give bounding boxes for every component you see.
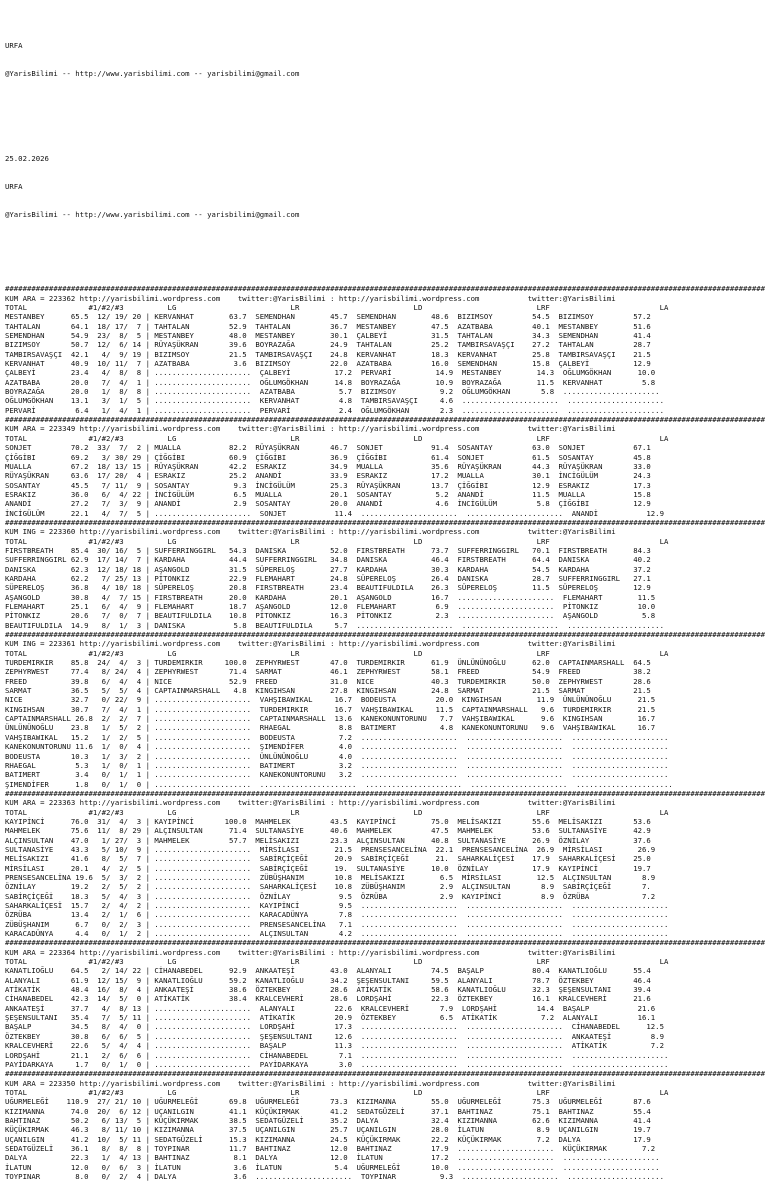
section-divider: ############################################################################################################################################################################# xyxy=(5,938,765,948)
table-row: SARMAT 36.5 5/ 5/ 4 | CAPTAINMARSHALL 4.8 KINGIHSAN 27.8 KINGIHSAN 24.8 SARMAT 21.5 SARMAT 21.5 xyxy=(5,686,651,696)
table-row: TOYPINAR 8.0 0/ 2/ 4 | DALYA 3.6 ...................... TOYPINAR 9.3 ...................... ...................... xyxy=(5,1171,664,1181)
table-row: PAYİDARKAYA 1.7 0/ 1/ 0 | ...................... PAYİDARKAYA 3.0 ...................... ...................... ...................... xyxy=(5,1059,669,1069)
race-section xyxy=(5,415,765,518)
race-section xyxy=(5,788,765,939)
section-divider: ############################################################################################################################################################################# xyxy=(5,788,765,798)
table-row: ŞIMENDİFER 1.8 0/ 1/ 0 | ...................... ...................... ...................... ...................... ...................... xyxy=(5,779,673,789)
header-line: @YarisBilimi -- http://www.yarisbilimi.com -- yarisbilimi@gmail.com xyxy=(5,69,300,79)
table-row: SÜPERELOŞ 36.8 4/ 10/ 18 | SÜPERELOŞ 20.8 FIRSTBREATH 23.4 BEAUTIFULDILA 26.3 SÜPERELOŞ 11.5 SÜPERELOŞ 12.9 xyxy=(5,583,651,593)
table-row: PİTONKIZ 20.6 7/ 0/ 7 | BEAUTIFULDILA 10.8 PİTONKIZ 16.3 PİTONKIZ 2.3 ...................... AŞANGOLD 5.8 xyxy=(5,611,656,621)
table-row: UÇANILGIN 41.2 10/ 5/ 11 | SEDATGÜZELİ 15.3 KIZIMANNA 24.5 KÜÇÜKIRMAK 22.2 KÜÇÜKIRMAK 7.2 DALYA 17.9 xyxy=(5,1134,651,1144)
table-row: BOYRAZAĞA 20.0 1/ 8/ 8 | ...................... AZATBABA 5.7 BIZIMSOY 9.2 OĞLUMGÖKHAN 5.8 ...................... xyxy=(5,387,660,397)
table-row: VAHŞIBAWIKAL 15.2 1/ 2/ 5 | ...................... BODEUSTA 7.2 ...................... ...................... ...................... xyxy=(5,732,669,742)
race-title: KUM ARA = 223363 http://yarisbilimi.wordpress.com twitter:@YarisBilimi : http://yarisbilimi.wordpress.com twitter:@YarisBilimi xyxy=(5,798,616,808)
table-row: ANANDİ 27.2 7/ 3/ 9 | ANANDİ 2.9 SOSANTAY 20.0 ANANDİ 4.6 İNCİGÜLÜM 5.8 ÇİĞGİBI 12.9 xyxy=(5,499,651,509)
table-row: UĞURMELEĞİ 110.9 27/ 21/ 10 | UĞURMELEĞİ 69.8 UĞURMELEĞİ 73.3 KIZIMANNA 55.0 UĞURMELEĞİ 75.3 UĞURMELEĞİ 87.6 xyxy=(5,1097,651,1107)
table-row: BAHTINAZ 50.2 6/ 13/ 5 | KÜÇÜKIRMAK 38.5 SEDATGÜZELİ 35.2 DALYA 32.4 KIZIMANNA 62.6 KIZIMANNA 41.4 xyxy=(5,1115,651,1125)
table-row: KERVANHAT 40.9 10/ 11/ 7 | AZATBABA 3.6 BIZIMSOY 22.0 AZATBABA 16.0 SEMENDHAN 15.8 ÇALBEYİ 12.9 xyxy=(5,359,651,369)
section-divider: ############################################################################################################################################################################# xyxy=(5,284,765,294)
table-row: ÖZRÜBA 13.4 2/ 1/ 6 | ...................... KARACADÜNYA 7.8 ...................... ...................... ...................... xyxy=(5,910,669,920)
race-section xyxy=(5,284,765,415)
table-row: KANEKONUNTORUNU 11.6 1/ 0/ 4 | ...................... ŞIMENDİFER 4.0 ...................... ...................... ...................... xyxy=(5,742,669,752)
race-title: KUM ING = 223361 http://yarisbilimi.wordpress.com twitter:@YarisBilimi : http://yarisbilimi.wordpress.com twitter:@YarisBilimi xyxy=(5,639,616,649)
header-line: 25.02.2026 xyxy=(5,153,49,163)
table-row: ÖZTEKBEY 30.8 6/ 6/ 5 | ...................... ŞEŞENSULTANI 12.6 ...................... ...................... ANKAATEŞİ 8.9 xyxy=(5,1031,664,1041)
table-row: ÖZNİLAY 19.2 2/ 5/ 2 | ...................... SAHARKALİÇESİ 10.8 ZÜBÜŞHANIM 2.9 ALÇINSULTAN 8.9 SABİRÇİÇEĞİ 7. xyxy=(5,882,651,892)
table-row: RÜYAŞÜKRAN 63.6 17/ 20/ 4 | ESRAKIZ 25.2 ANANDİ 33.9 ESRAKIZ 17.2 MUALLA 30.1 İNCİGÜLÜM 24.3 xyxy=(5,471,651,481)
table-row: AZATBABA 20.0 7/ 4/ 1 | ...................... OĞLUMGÖKHAN 14.8 BOYRAZAĞA 10.9 BOYRAZAĞA 11.5 KERVANHAT 5.8 xyxy=(5,377,656,387)
table-row: KARDAHA 62.2 7/ 25/ 13 | PİTONKIZ 22.9 FLEMAHART 24.8 SÜPERELOŞ 26.4 DANISKA 28.7 SUFFERRINGGIRL 27.1 xyxy=(5,573,651,583)
header-line xyxy=(5,97,749,106)
table-row: KRALCEVHERİ 22.6 5/ 4/ 4 | ...................... BAŞALP 11.3 ...................... ...................... ATİKATİK 7.2 xyxy=(5,1041,664,1051)
section-divider: ############################################################################################################################################################################# xyxy=(5,415,765,425)
table-row: CAPTAINMARSHALL 26.8 2/ 2/ 7 | ...................... CAPTAINMARSHALL 13.6 KANEKONUNTORUNU 7.7 VAHŞIBAWIKAL 9.6 KINGIHSAN 16.7 xyxy=(5,714,656,724)
section-divider: ############################################################################################################################################################################# xyxy=(5,630,765,640)
table-row: SOSANTAY 45.5 7/ 11/ 9 | SOSANTAY 9.3 İNCİGÜLÜM 25.3 RÜYAŞÜKRAN 13.7 ÇİĞGİBI 12.9 ESRAKIZ 17.3 xyxy=(5,480,651,490)
table-row: FIRSTBREATH 85.4 30/ 16/ 5 | SUFFERRINGGIRL 54.3 DANISKA 52.0 FIRSTBREATH 73.7 SUFFERRINGGIRL 70.1 FIRSTBREATH 84.3 xyxy=(5,545,651,555)
table-row: BODEUSTA 10.3 1/ 3/ 2 | ...................... ÜNLÜNÜNOĞLU 4.0 ...................... ...................... ...................... xyxy=(5,751,669,761)
table-row: KARACADÜNYA 4.4 0/ 1/ 2 | ...................... ALÇINSULTAN 4.2 ...................... ...................... ...................... xyxy=(5,929,669,939)
column-header: TOTAL #1/#2/#3 LG LR LD LRF LA xyxy=(5,957,669,967)
table-row: PRENSESANCELİNA 19.6 5/ 3/ 2 | ...................... ZÜBÜŞHANIM 10.8 MELİSAKIZI 6.5 MİRSİLASI 12.5 ALÇINSULTAN 8.9 xyxy=(5,872,656,882)
table-row: KÜÇÜKIRMAK 46.3 8/ 11/ 10 | KIZIMANNA 37.5 UÇANILGIN 25.7 UÇANILGIN 28.0 İLATUN 8.9 UÇANILGIN 19.7 xyxy=(5,1125,651,1135)
table-row: ÇALBEYİ 23.4 4/ 8/ 8 | ...................... ÇALBEYİ 17.2 PERVARİ 14.9 MESTANBEY 14.3 OĞLUMGÖKHAN 10.0 xyxy=(5,368,656,378)
table-row: SEMENDHAN 54.9 23/ 8/ 5 | MESTANBEY 48.0 MESTANBEY 30.1 ÇALBEYİ 31.5 TAHTALAN 34.3 SEMENDHAN 41.4 xyxy=(5,331,651,341)
table-row: DALYA 22.3 1/ 4/ 13 | BAHTINAZ 8.1 DALYA 12.0 İLATUN 17.2 ...................... ...................... xyxy=(5,1153,660,1163)
race-title: KUM ARA = 223364 http://yarisbilimi.wordpress.com twitter:@YarisBilimi : http://yarisbilimi.wordpress.com twitter:@YarisBilimi xyxy=(5,947,616,957)
table-row: İNCİGÜLÜM 22.1 4/ 7/ 5 | ...................... SONJET 11.4 ...................... ...................... ANANDİ 12.9 xyxy=(5,508,664,518)
race-section xyxy=(5,938,765,1069)
table-row: MESTANBEY 65.5 12/ 19/ 20 | KERVANHAT 63.7 SEMENDHAN 45.7 SEMENDHAN 48.6 BIZIMSOY 54.5 BIZIMSOY 57.2 xyxy=(5,312,651,322)
table-row: MELİSAKIZI 41.6 8/ 5/ 7 | ...................... SABİRÇİÇEĞİ 20.9 SABİRÇİÇEĞİ 21. SAHARKALİÇESİ 17.9 SAHARKALİÇESİ 25.0 xyxy=(5,854,651,864)
table-row: PERVARİ 6.4 1/ 4/ 1 | ...................... PERVARİ 2.4 OĞLUMGÖKHAN 2.3 ...................... ...................... xyxy=(5,405,664,415)
race-title: KUM ARA = 223350 http://yarisbilimi.wordpress.com twitter:@YarisBilimi : http://yarisbilimi.wordpress.com twitter:@YarisBilimi xyxy=(5,1078,616,1088)
table-row: ÇİĞGİBI 69.2 3/ 30/ 29 | ÇİĞGİBI 60.9 ÇİĞGİBI 36.9 ÇİĞGİBI 61.4 SONJET 61.5 SOSANTAY 45.8 xyxy=(5,452,651,462)
table-row: ŞEŞENSULTANI 35.4 7/ 5/ 11 | ...................... ATİKATİK 20.9 ÖZTEKBEY 6.5 ATİKATİK 7.2 ALANYALI 16.1 xyxy=(5,1013,656,1023)
column-header: TOTAL #1/#2/#3 LG LR LD LRF LA xyxy=(5,807,669,817)
table-row: RHAEGAL 5.3 1/ 0/ 1 | ...................... BATIMERT 3.2 ...................... ...................... ...................... xyxy=(5,760,669,770)
column-header: TOTAL #1/#2/#3 LG LR LD LRF LA xyxy=(5,303,669,312)
header-line: @YarisBilimi -- http://www.yarisbilimi.com -- yarisbilimi@gmail.com xyxy=(5,209,300,219)
table-row: ÜNLÜNÜNOĞLU 23.8 1/ 5/ 2 | ...................... RHAEGAL 8.8 BATIMERT 4.8 KANEKONUNTORUNU 9.6 VAHŞIBAWIKAL 16.7 xyxy=(5,723,656,733)
table-row: BEAUTIFULDILA 14.9 8/ 1/ 3 | DANISKA 5.8 BEAUTIFULDILA 5.7 ...................... ...................... ...................... xyxy=(5,620,664,630)
table-row: AŞANGOLD 30.8 4/ 7/ 15 | FIRSTBREATH 20.0 KARDAHA 20.1 AŞANGOLD 16.7 ...................... FLEMAHART 11.5 xyxy=(5,592,656,602)
table-row: DANISKA 62.3 12/ 18/ 18 | AŞANGOLD 31.5 SÜPERELOŞ 27.7 KARDAHA 30.3 KARDAHA 54.5 KARDAHA 37.2 xyxy=(5,564,651,574)
header-line xyxy=(5,125,749,134)
table-row: BAŞALP 34.5 8/ 4/ 0 | ...................... LORDŞAHİ 17.3 ...................... ...................... CİHANABEDEL 12.5 xyxy=(5,1022,664,1032)
table-row: ATİKATİK 48.4 16/ 8/ 4 | ANKAATEŞİ 38.6 ÖZTEKBEY 28.6 ATİKATİK 58.6 KANATLIOĞLU 32.3 ŞEŞENSULTANI 39.4 xyxy=(5,985,651,995)
table-row: ZÜBÜŞHANIM 6.7 0/ 2/ 3 | ...................... PRENSESANCELİNA 7.1 ...................... ...................... ...................... xyxy=(5,919,669,929)
table-row: ALANYALI 61.9 12/ 15/ 9 | KANATLIOĞLU 59.2 KANATLIOĞLU 34.2 ŞEŞENSULTANI 59.5 ALANYALI 78.7 ÖZTEKBEY 46.4 xyxy=(5,975,651,985)
table-row: TAHTALAN 64.1 18/ 17/ 7 | TAHTALAN 52.9 TAHTALAN 36.7 MESTANBEY 47.5 AZATBABA 40.1 MESTANBEY 51.6 xyxy=(5,321,651,331)
table-row: ANKAATEŞİ 37.7 4/ 8/ 13 | ...................... ALANYALI 22.6 KRALCEVHERİ 7.9 LORDŞAHİ 14.4 BAŞALP 21.6 xyxy=(5,1003,656,1013)
table-row: OĞLUMGÖKHAN 13.1 3/ 1/ 5 | ...................... KERVANHAT 4.8 TAMBIRSAVAŞÇI 4.6 ...................... ...................... xyxy=(5,396,664,406)
table-row: İLATUN 12.0 0/ 6/ 3 | İLATUN 3.6 İLATUN 5.4 UĞURMELEĞİ 10.0 ...................... ...................... xyxy=(5,1162,660,1172)
table-row: FLEMAHART 25.1 6/ 4/ 9 | FLEMAHART 18.7 AŞANGOLD 12.0 FLEMAHART 6.9 ...................... PİTONKIZ 10.0 xyxy=(5,602,656,611)
table-row: KANATLIOĞLU 64.5 2/ 14/ 22 | CİHANABEDEL 92.9 ANKAATEŞİ 43.0 ALANYALI 74.5 BAŞALP 80.4 KANATLIOĞLU 55.4 xyxy=(5,966,651,976)
table-row: FREED 39.8 6/ 4/ 4 | NICE 52.9 FREED 31.0 NICE 40.3 TURDEMIRKIR 50.0 ZEPHYRWEST 28.6 xyxy=(5,676,651,686)
table-row: NICE 32.7 0/ 22/ 9 | ...................... VAHŞIBAWIKAL 16.7 BODEUSTA 20.0 KINGIHSAN 11.9 ÜNLÜNÜNOĞLU 21.5 xyxy=(5,695,656,705)
table-row: CİHANABEDEL 42.3 14/ 5/ 0 | ATİKATİK 38.4 KRALCEVHERİ 28.6 LORDŞAHİ 22.3 ÖZTEKBEY 16.1 KRALCEVHERİ 21.6 xyxy=(5,994,651,1004)
race-sections xyxy=(5,284,765,1181)
header-line xyxy=(5,238,749,247)
table-row: MUALLA 67.2 18/ 13/ 15 | RÜYAŞÜKRAN 42.2 ESRAKIZ 34.9 MUALLA 35.6 RÜYAŞÜKRAN 44.3 RÜYAŞÜKRAN 33.0 xyxy=(5,461,651,471)
race-section xyxy=(5,1069,765,1181)
table-row: BATIMERT 3.4 0/ 1/ 1 | ...................... KANEKONUNTORUNU 3.2 ...................... ...................... ...................... xyxy=(5,770,669,780)
table-row: SULTANASİYE 43.3 5/ 10/ 9 | ...................... MİRSİLASI 21.5 PRENSESANCELİNA 22.1 PRENSESANCELİNA 26.9 MİRSİLASI 26.9 xyxy=(5,844,656,854)
table-row: SEDATGÜZELİ 36.1 8/ 8/ 8 | TOYPINAR 11.7 BAHTINAZ 12.0 BAHTINAZ 17.9 ...................... KÜÇÜKIRMAK 7.2 xyxy=(5,1143,656,1153)
table-row: TURDEMIRKIR 85.8 24/ 4/ 3 | TURDEMIRKIR 100.0 ZEPHYRWEST 47.0 TURDEMIRKIR 61.9 ÜNLÜNÜNOĞLU 62.0 CAPTAINMARSHALL 64.5 xyxy=(5,658,651,668)
table-row: SAHARKALİÇESİ 15.7 2/ 4/ 2 | ...................... KAYIPİNCİ 9.5 ...................... ...................... ...................... xyxy=(5,901,669,910)
table-row: ZEPHYRWEST 77.4 8/ 24/ 4 | ZEPHYRWEST 71.4 SARMAT 46.1 ZEPHYRWEST 58.1 FREED 54.9 FREED 38.2 xyxy=(5,667,651,677)
table-row: SABİRÇİÇEĞİ 18.3 5/ 4/ 3 | ...................... ÖZNİLAY 9.5 ÖZRÜBA 2.9 KAYIPİNCİ 8.9 ÖZRÜBA 7.2 xyxy=(5,891,656,901)
race-section xyxy=(5,630,765,789)
table-row: BIZIMSOY 50.7 12/ 6/ 14 | RÜYAŞÜKRAN 39.6 BOYRAZAĞA 24.9 TAHTALAN 25.2 TAMBIRSAVAŞÇI 27.2 TAHTALAN 28.7 xyxy=(5,340,651,350)
table-row: ESRAKIZ 36.0 6/ 4/ 22 | İNCİGÜLÜM 6.5 MUALLA 20.1 SOSANTAY 5.2 ANANDİ 11.5 MUALLA 15.8 xyxy=(5,489,651,499)
race-title: KUM ING = 223360 http://yarisbilimi.wordpress.com twitter:@YarisBilimi : http://yarisbilimi.wordpress.com twitter:@YarisBilimi xyxy=(5,527,616,537)
race-title: KUM ARA = 223362 http://yarisbilimi.wordpress.com twitter:@YarisBilimi : http://yarisbilimi.wordpress.com twitter:@YarisBilimi xyxy=(5,293,616,303)
table-row: SUFFERRINGGIRL 62.9 17/ 14/ 7 | KARDAHA 44.4 SUFFERRINGGIRL 34.8 DANISKA 46.4 FIRSTBREATH 64.4 DANISKA 40.2 xyxy=(5,555,651,565)
table-row: KIZIMANNA 74.0 20/ 6/ 12 | UÇANILGIN 41.1 KÜÇÜKIRMAK 41.2 SEDATGÜZELİ 37.1 BAHTINAZ 75.1 BAHTINAZ 55.4 xyxy=(5,1106,651,1116)
table-row: ALÇINSULTAN 47.0 1/ 27/ 3 | MAHMELEK 57.7 MELİSAKIZI 23.3 ALÇINSULTAN 40.8 SULTANASİYE 26.9 ÖZNİLAY 37.6 xyxy=(5,835,651,845)
header-line: URFA xyxy=(5,181,23,191)
table-row: KINGIHSAN 30.7 7/ 4/ 1 | ...................... TURDEMIRKIR 16.7 VAHŞIBAWIKAL 11.5 CAPTAINMARSHALL 9.6 TURDEMIRKIR 21.5 xyxy=(5,704,656,714)
section-divider: ############################################################################################################################################################################# xyxy=(5,1069,765,1079)
document-header xyxy=(5,23,749,266)
column-header: TOTAL #1/#2/#3 LG LR LD LRF LA xyxy=(5,1087,669,1097)
table-row: MAHMELEK 75.6 11/ 8/ 29 | ALÇINSULTAN 71.4 SULTANASİYE 40.6 MAHMELEK 47.5 MAHMELEK 53.6 SULTANASİYE 42.9 xyxy=(5,826,651,836)
table-row: TAMBIRSAVAŞÇI 42.1 4/ 9/ 19 | BIZIMSOY 21.5 TAMBIRSAVAŞÇI 24.8 KERVANHAT 18.3 KERVANHAT 25.8 TAMBIRSAVAŞÇI 21.5 xyxy=(5,349,651,359)
race-section xyxy=(5,517,765,630)
table-row: KAYIPİNCİ 76.0 31/ 4/ 3 | KAYIPİNCİ 100.0 MAHMELEK 43.5 KAYIPİNCİ 75.0 MELİSAKIZI 55.6 MELİSAKIZI 53.6 xyxy=(5,816,651,826)
table-row: MİRSİLASI 20.1 4/ 2/ 5 | ...................... SABİRÇİÇEĞİ 19. SULTANASİYE 10.0 ÖZNİLAY 17.9 KAYIPİNCİ 19.7 xyxy=(5,863,651,873)
table-row: LORDŞAHİ 21.1 2/ 6/ 6 | ...................... CİHANABEDEL 7.1 ...................... ...................... ...................... xyxy=(5,1050,669,1060)
column-header: TOTAL #1/#2/#3 LG LR LD LRF LA xyxy=(5,433,669,443)
column-header: TOTAL #1/#2/#3 LG LR LD LRF LA xyxy=(5,648,669,658)
section-divider: ############################################################################################################################################################################# xyxy=(5,517,765,527)
column-header: TOTAL #1/#2/#3 LG LR LD LRF LA xyxy=(5,536,669,546)
race-title: KUM ARA = 223349 http://yarisbilimi.wordpress.com twitter:@YarisBilimi : http://yarisbilimi.wordpress.com twitter:@YarisBilimi xyxy=(5,424,616,434)
table-row: SONJET 70.2 33/ 7/ 2 | MUALLA 82.2 RÜYAŞÜKRAN 46.7 SONJET 91.4 SOSANTAY 63.0 SONJET 67.1 xyxy=(5,443,651,453)
header-line: URFA xyxy=(5,41,23,51)
